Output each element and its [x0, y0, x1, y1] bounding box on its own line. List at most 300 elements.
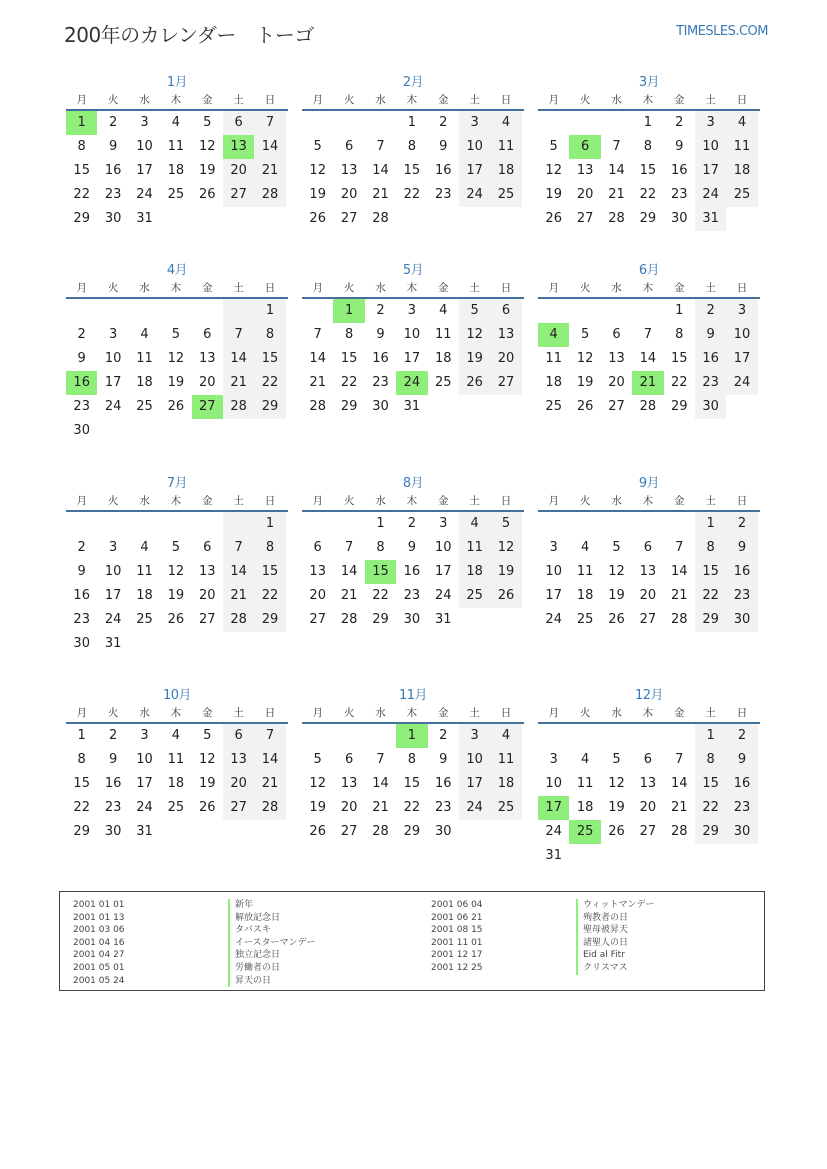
day-cell[interactable]: 28	[670, 612, 688, 627]
day-cell[interactable]: 24	[726, 371, 757, 395]
holiday-day-cell[interactable]: 1	[396, 724, 427, 748]
day-cell[interactable]: 2	[108, 115, 118, 130]
day-cell[interactable]: 14	[254, 135, 285, 159]
day-cell[interactable]: 14	[670, 564, 688, 579]
day-cell[interactable]: 24	[695, 183, 726, 207]
day-cell[interactable]: 14	[223, 347, 254, 371]
holiday-day-cell[interactable]: 21	[632, 371, 663, 395]
day-cell[interactable]: 15	[73, 163, 90, 178]
day-cell[interactable]: 30	[403, 612, 421, 627]
day-cell[interactable]: 25	[167, 800, 185, 815]
day-cell[interactable]: 11	[167, 752, 185, 767]
day-cell[interactable]: 29	[254, 608, 285, 632]
day-cell[interactable]: 22	[254, 371, 285, 395]
day-cell[interactable]: 11	[136, 351, 153, 366]
holiday-day-cell[interactable]: 13	[223, 135, 254, 159]
day-cell[interactable]: 27	[340, 211, 358, 226]
day-cell[interactable]: 19	[198, 776, 216, 791]
day-cell[interactable]: 21	[340, 588, 358, 603]
day-cell[interactable]: 16	[670, 163, 688, 178]
day-cell[interactable]: 29	[695, 820, 726, 844]
day-cell[interactable]: 13	[340, 776, 358, 791]
day-cell[interactable]: 16	[434, 163, 452, 178]
day-cell[interactable]: 4	[490, 111, 521, 135]
day-cell[interactable]: 1	[376, 516, 385, 531]
day-cell[interactable]: 6	[612, 327, 621, 342]
day-cell[interactable]: 1	[695, 724, 726, 748]
day-cell[interactable]: 3	[549, 540, 558, 555]
day-cell[interactable]: 6	[203, 540, 212, 555]
day-cell[interactable]: 10	[136, 752, 153, 767]
day-cell[interactable]: 14	[372, 163, 389, 178]
day-cell[interactable]: 4	[726, 111, 757, 135]
day-cell[interactable]: 19	[309, 800, 326, 815]
day-cell[interactable]: 5	[313, 139, 322, 154]
day-cell[interactable]: 11	[136, 564, 153, 579]
day-cell[interactable]: 20	[198, 375, 216, 390]
day-cell[interactable]: 6	[490, 299, 521, 323]
day-cell[interactable]: 23	[104, 800, 122, 815]
day-cell[interactable]: 11	[576, 564, 594, 579]
day-cell[interactable]: 24	[136, 187, 153, 202]
day-cell[interactable]: 15	[639, 163, 657, 178]
day-cell[interactable]: 12	[309, 776, 326, 791]
day-cell[interactable]: 14	[223, 560, 254, 584]
day-cell[interactable]: 31	[104, 636, 122, 651]
day-cell[interactable]: 27	[576, 211, 594, 226]
day-cell[interactable]: 8	[407, 139, 416, 154]
day-cell[interactable]: 18	[490, 159, 521, 183]
day-cell[interactable]: 9	[407, 540, 416, 555]
day-cell[interactable]: 9	[77, 564, 86, 579]
day-cell[interactable]: 6	[313, 540, 322, 555]
day-cell[interactable]: 7	[223, 323, 254, 347]
day-cell[interactable]: 14	[670, 776, 688, 791]
day-cell[interactable]: 14	[340, 564, 358, 579]
day-cell[interactable]: 7	[675, 752, 684, 767]
day-cell[interactable]: 13	[576, 163, 594, 178]
day-cell[interactable]: 26	[167, 612, 185, 627]
day-cell[interactable]: 4	[459, 512, 490, 536]
day-cell[interactable]: 6	[203, 327, 212, 342]
day-cell[interactable]: 5	[313, 752, 322, 767]
day-cell[interactable]: 4	[439, 303, 448, 318]
day-cell[interactable]: 18	[545, 375, 562, 390]
day-cell[interactable]: 27	[639, 612, 657, 627]
day-cell[interactable]: 5	[490, 512, 521, 536]
day-cell[interactable]: 20	[198, 588, 216, 603]
day-cell[interactable]: 9	[108, 752, 118, 767]
day-cell[interactable]: 19	[198, 163, 216, 178]
day-cell[interactable]: 26	[608, 612, 625, 627]
day-cell[interactable]: 21	[372, 800, 389, 815]
day-cell[interactable]: 13	[340, 163, 358, 178]
day-cell[interactable]: 10	[695, 135, 726, 159]
day-cell[interactable]: 15	[254, 347, 285, 371]
day-cell[interactable]: 27	[198, 612, 216, 627]
day-cell[interactable]: 24	[545, 612, 562, 627]
day-cell[interactable]: 27	[340, 824, 358, 839]
day-cell[interactable]: 22	[73, 800, 90, 815]
day-cell[interactable]: 29	[254, 395, 285, 419]
day-cell[interactable]: 23	[726, 796, 757, 820]
day-cell[interactable]: 21	[223, 371, 254, 395]
day-cell[interactable]: 19	[490, 560, 521, 584]
day-cell[interactable]: 30	[695, 395, 726, 419]
day-cell[interactable]: 26	[576, 399, 594, 414]
day-cell[interactable]: 20	[340, 187, 358, 202]
day-cell[interactable]: 10	[545, 776, 562, 791]
day-cell[interactable]: 8	[407, 752, 416, 767]
day-cell[interactable]: 11	[726, 135, 757, 159]
day-cell[interactable]: 8	[376, 540, 385, 555]
day-cell[interactable]: 7	[643, 327, 652, 342]
day-cell[interactable]: 1	[407, 115, 416, 130]
day-cell[interactable]: 13	[639, 564, 657, 579]
day-cell[interactable]: 7	[254, 111, 285, 135]
day-cell[interactable]: 7	[254, 724, 285, 748]
day-cell[interactable]: 14	[372, 776, 389, 791]
day-cell[interactable]: 19	[167, 588, 185, 603]
day-cell[interactable]: 7	[612, 139, 621, 154]
holiday-day-cell[interactable]: 1	[333, 299, 364, 323]
day-cell[interactable]: 18	[136, 588, 153, 603]
day-cell[interactable]: 13	[608, 351, 625, 366]
day-cell[interactable]: 17	[403, 351, 421, 366]
day-cell[interactable]: 30	[726, 820, 757, 844]
day-cell[interactable]: 6	[223, 111, 254, 135]
day-cell[interactable]: 26	[459, 371, 490, 395]
day-cell[interactable]: 2	[376, 303, 385, 318]
day-cell[interactable]: 30	[73, 423, 90, 438]
day-cell[interactable]: 24	[459, 183, 490, 207]
day-cell[interactable]: 12	[167, 351, 185, 366]
day-cell[interactable]: 3	[407, 303, 416, 318]
day-cell[interactable]: 20	[608, 375, 625, 390]
day-cell[interactable]: 17	[104, 375, 122, 390]
day-cell[interactable]: 4	[171, 115, 180, 130]
day-cell[interactable]: 12	[309, 163, 326, 178]
day-cell[interactable]: 16	[104, 163, 122, 178]
day-cell[interactable]: 1	[675, 303, 684, 318]
day-cell[interactable]: 15	[73, 776, 90, 791]
day-cell[interactable]: 24	[136, 800, 153, 815]
holiday-day-cell[interactable]: 6	[569, 135, 600, 159]
day-cell[interactable]: 2	[407, 516, 416, 531]
day-cell[interactable]: 11	[576, 776, 594, 791]
day-cell[interactable]: 12	[490, 536, 521, 560]
day-cell[interactable]: 25	[726, 183, 757, 207]
day-cell[interactable]: 17	[545, 588, 562, 603]
day-cell[interactable]: 10	[545, 564, 562, 579]
day-cell[interactable]: 11	[490, 135, 521, 159]
day-cell[interactable]: 21	[372, 187, 389, 202]
day-cell[interactable]: 29	[403, 824, 421, 839]
day-cell[interactable]: 10	[403, 327, 421, 342]
holiday-day-cell[interactable]: 4	[538, 323, 569, 347]
day-cell[interactable]: 10	[726, 323, 757, 347]
day-cell[interactable]: 12	[545, 163, 562, 178]
day-cell[interactable]: 8	[695, 748, 726, 772]
day-cell[interactable]: 7	[675, 540, 684, 555]
day-cell[interactable]: 14	[309, 351, 326, 366]
day-cell[interactable]: 7	[223, 536, 254, 560]
day-cell[interactable]: 5	[459, 299, 490, 323]
day-cell[interactable]: 23	[695, 371, 726, 395]
day-cell[interactable]: 11	[434, 327, 452, 342]
day-cell[interactable]: 31	[434, 612, 452, 627]
day-cell[interactable]: 22	[403, 800, 421, 815]
day-cell[interactable]: 2	[77, 327, 86, 342]
day-cell[interactable]: 22	[73, 187, 90, 202]
day-cell[interactable]: 6	[643, 752, 652, 767]
day-cell[interactable]: 3	[459, 724, 490, 748]
day-cell[interactable]: 27	[490, 371, 521, 395]
day-cell[interactable]: 15	[254, 560, 285, 584]
day-cell[interactable]: 10	[459, 135, 490, 159]
day-cell[interactable]: 21	[254, 772, 285, 796]
day-cell[interactable]: 16	[434, 776, 452, 791]
day-cell[interactable]: 15	[340, 351, 358, 366]
day-cell[interactable]: 18	[167, 776, 185, 791]
day-cell[interactable]: 29	[73, 211, 90, 226]
day-cell[interactable]: 23	[434, 800, 452, 815]
day-cell[interactable]: 9	[376, 327, 385, 342]
day-cell[interactable]: 22	[695, 796, 726, 820]
day-cell[interactable]: 30	[372, 399, 389, 414]
day-cell[interactable]: 26	[608, 824, 625, 839]
day-cell[interactable]: 16	[726, 772, 757, 796]
day-cell[interactable]: 5	[171, 327, 180, 342]
day-cell[interactable]: 28	[309, 399, 326, 414]
day-cell[interactable]: 17	[695, 159, 726, 183]
day-cell[interactable]: 21	[254, 159, 285, 183]
day-cell[interactable]: 28	[372, 824, 389, 839]
day-cell[interactable]: 28	[670, 824, 688, 839]
day-cell[interactable]: 10	[136, 139, 153, 154]
day-cell[interactable]: 1	[254, 299, 285, 323]
day-cell[interactable]: 4	[140, 540, 149, 555]
day-cell[interactable]: 20	[340, 800, 358, 815]
day-cell[interactable]: 22	[695, 584, 726, 608]
day-cell[interactable]: 26	[309, 211, 326, 226]
day-cell[interactable]: 25	[490, 183, 521, 207]
day-cell[interactable]: 12	[576, 351, 594, 366]
day-cell[interactable]: 18	[726, 159, 757, 183]
day-cell[interactable]: 4	[140, 327, 149, 342]
day-cell[interactable]: 30	[670, 211, 688, 226]
day-cell[interactable]: 15	[695, 772, 726, 796]
day-cell[interactable]: 10	[104, 564, 122, 579]
day-cell[interactable]: 7	[376, 139, 385, 154]
day-cell[interactable]: 1	[695, 512, 726, 536]
day-cell[interactable]: 12	[608, 776, 625, 791]
day-cell[interactable]: 5	[612, 752, 621, 767]
day-cell[interactable]: 22	[670, 375, 688, 390]
day-cell[interactable]: 20	[309, 588, 326, 603]
day-cell[interactable]: 23	[670, 187, 688, 202]
day-cell[interactable]: 8	[77, 752, 86, 767]
day-cell[interactable]: 14	[639, 351, 657, 366]
day-cell[interactable]: 9	[77, 351, 86, 366]
day-cell[interactable]: 3	[439, 516, 448, 531]
day-cell[interactable]: 21	[309, 375, 326, 390]
day-cell[interactable]: 12	[459, 323, 490, 347]
holiday-day-cell[interactable]: 16	[66, 371, 97, 395]
day-cell[interactable]: 25	[576, 612, 594, 627]
day-cell[interactable]: 8	[254, 536, 285, 560]
day-cell[interactable]: 11	[545, 351, 562, 366]
day-cell[interactable]: 21	[608, 187, 625, 202]
day-cell[interactable]: 6	[643, 540, 652, 555]
day-cell[interactable]: 26	[198, 800, 216, 815]
day-cell[interactable]: 2	[439, 728, 448, 743]
day-cell[interactable]: 1	[643, 115, 652, 130]
day-cell[interactable]: 28	[254, 183, 285, 207]
day-cell[interactable]: 17	[136, 163, 153, 178]
day-cell[interactable]: 29	[639, 211, 657, 226]
day-cell[interactable]: 18	[576, 800, 594, 815]
day-cell[interactable]: 19	[576, 375, 594, 390]
day-cell[interactable]: 28	[223, 395, 254, 419]
day-cell[interactable]: 24	[104, 399, 122, 414]
day-cell[interactable]: 12	[167, 564, 185, 579]
day-cell[interactable]: 31	[136, 211, 153, 226]
day-cell[interactable]: 28	[254, 796, 285, 820]
day-cell[interactable]: 17	[726, 347, 757, 371]
day-cell[interactable]: 14	[608, 163, 625, 178]
day-cell[interactable]: 5	[580, 327, 590, 342]
day-cell[interactable]: 9	[439, 752, 448, 767]
day-cell[interactable]: 15	[695, 560, 726, 584]
day-cell[interactable]: 4	[490, 724, 521, 748]
day-cell[interactable]: 20	[223, 159, 254, 183]
day-cell[interactable]: 26	[198, 187, 216, 202]
day-cell[interactable]: 20	[490, 347, 521, 371]
day-cell[interactable]: 18	[434, 351, 452, 366]
day-cell[interactable]: 28	[639, 399, 657, 414]
day-cell[interactable]: 9	[726, 748, 757, 772]
day-cell[interactable]: 20	[576, 187, 594, 202]
day-cell[interactable]: 13	[309, 564, 326, 579]
day-cell[interactable]: 28	[223, 608, 254, 632]
holiday-day-cell[interactable]: 17	[538, 796, 569, 820]
day-cell[interactable]: 5	[171, 540, 180, 555]
day-cell[interactable]: 24	[104, 612, 122, 627]
day-cell[interactable]: 21	[223, 584, 254, 608]
day-cell[interactable]: 24	[459, 796, 490, 820]
day-cell[interactable]: 2	[675, 115, 684, 130]
day-cell[interactable]: 31	[545, 848, 562, 863]
day-cell[interactable]: 31	[695, 207, 726, 231]
day-cell[interactable]: 9	[439, 139, 448, 154]
day-cell[interactable]: 19	[167, 375, 185, 390]
day-cell[interactable]: 12	[608, 564, 625, 579]
day-cell[interactable]: 23	[104, 187, 122, 202]
day-cell[interactable]: 23	[403, 588, 421, 603]
day-cell[interactable]: 18	[136, 375, 153, 390]
day-cell[interactable]: 28	[372, 211, 389, 226]
day-cell[interactable]: 16	[695, 347, 726, 371]
day-cell[interactable]: 8	[643, 139, 652, 154]
day-cell[interactable]: 26	[167, 399, 185, 414]
day-cell[interactable]: 25	[434, 375, 452, 390]
day-cell[interactable]: 5	[549, 139, 558, 154]
day-cell[interactable]: 13	[490, 323, 521, 347]
day-cell[interactable]: 2	[695, 299, 726, 323]
day-cell[interactable]: 15	[670, 351, 688, 366]
holiday-day-cell[interactable]: 15	[365, 560, 396, 584]
day-cell[interactable]: 22	[403, 187, 421, 202]
day-cell[interactable]: 3	[549, 752, 558, 767]
day-cell[interactable]: 2	[108, 728, 118, 743]
day-cell[interactable]: 27	[608, 399, 625, 414]
day-cell[interactable]: 28	[340, 612, 358, 627]
site-logo[interactable]: TIMESLES.COM	[676, 24, 768, 39]
day-cell[interactable]: 6	[344, 752, 354, 767]
day-cell[interactable]: 7	[344, 540, 354, 555]
day-cell[interactable]: 3	[695, 111, 726, 135]
day-cell[interactable]: 26	[490, 584, 521, 608]
day-cell[interactable]: 6	[344, 139, 354, 154]
day-cell[interactable]: 2	[77, 540, 86, 555]
day-cell[interactable]: 18	[459, 560, 490, 584]
day-cell[interactable]: 16	[104, 776, 122, 791]
day-cell[interactable]: 23	[73, 612, 90, 627]
day-cell[interactable]: 31	[136, 824, 153, 839]
day-cell[interactable]: 19	[608, 588, 625, 603]
day-cell[interactable]: 12	[198, 752, 216, 767]
day-cell[interactable]: 4	[171, 728, 180, 743]
day-cell[interactable]: 1	[77, 728, 86, 743]
day-cell[interactable]: 22	[639, 187, 657, 202]
day-cell[interactable]: 10	[459, 748, 490, 772]
day-cell[interactable]: 4	[580, 540, 590, 555]
day-cell[interactable]: 3	[108, 540, 118, 555]
day-cell[interactable]: 8	[254, 323, 285, 347]
day-cell[interactable]: 22	[254, 584, 285, 608]
day-cell[interactable]: 20	[639, 588, 657, 603]
day-cell[interactable]: 16	[73, 588, 90, 603]
day-cell[interactable]: 20	[223, 772, 254, 796]
day-cell[interactable]: 8	[344, 327, 354, 342]
day-cell[interactable]: 13	[198, 351, 216, 366]
day-cell[interactable]: 18	[576, 588, 594, 603]
day-cell[interactable]: 26	[545, 211, 562, 226]
day-cell[interactable]: 29	[340, 399, 358, 414]
day-cell[interactable]: 2	[726, 724, 757, 748]
day-cell[interactable]: 3	[140, 728, 149, 743]
day-cell[interactable]: 29	[670, 399, 688, 414]
day-cell[interactable]: 25	[136, 399, 153, 414]
day-cell[interactable]: 23	[73, 399, 90, 414]
holiday-day-cell[interactable]: 25	[569, 820, 600, 844]
day-cell[interactable]: 19	[608, 800, 625, 815]
day-cell[interactable]: 9	[675, 139, 684, 154]
day-cell[interactable]: 11	[167, 139, 185, 154]
day-cell[interactable]: 13	[198, 564, 216, 579]
day-cell[interactable]: 3	[140, 115, 149, 130]
day-cell[interactable]: 29	[372, 612, 389, 627]
day-cell[interactable]: 22	[372, 588, 389, 603]
day-cell[interactable]: 21	[670, 800, 688, 815]
day-cell[interactable]: 27	[639, 824, 657, 839]
day-cell[interactable]: 19	[309, 187, 326, 202]
day-cell[interactable]: 12	[198, 139, 216, 154]
day-cell[interactable]: 8	[675, 327, 684, 342]
day-cell[interactable]: 30	[73, 636, 90, 651]
day-cell[interactable]: 23	[434, 187, 452, 202]
